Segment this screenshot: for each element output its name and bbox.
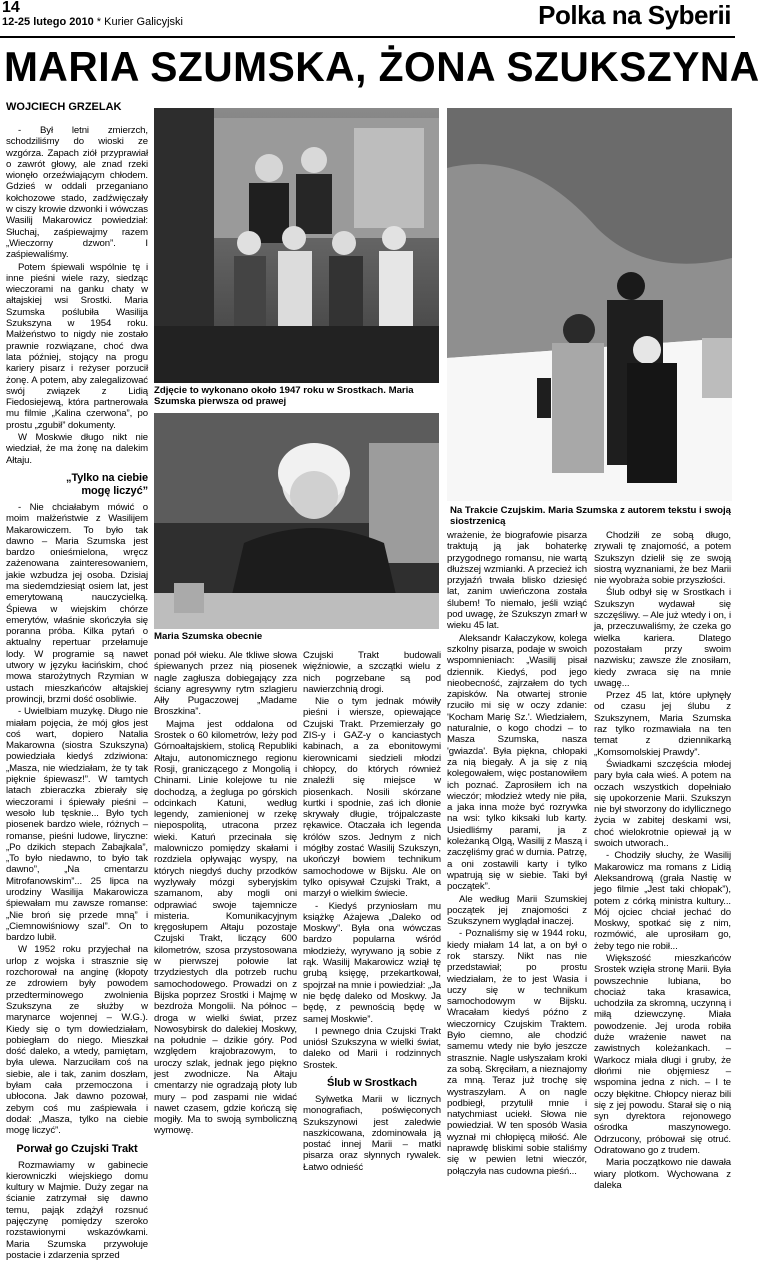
- newspaper-name: Kurier Galicyjski: [104, 16, 183, 28]
- paragraph: wrażenie, że biografowie pisarza traktują ją jak bohaterkę przygodnego romansu, nie wartą dłuższej wzmianki. A przecież ich przyjaźń trwała blisko dziesięć lat, zanim uwieńczona została ślubem! To niemało, jeśli wziąć pod uwagę, że Szukszyn zmarł w wieku 45 lat.: [447, 530, 587, 632]
- page-number: 14: [2, 0, 20, 16]
- subheading-czujski-trakt: Porwał go Czujski Trakt: [16, 1142, 138, 1155]
- paragraph: Ale według Marii Szumskiej początek jej znajomości z Szukszynem wyglądał inaczej.: [447, 893, 587, 928]
- section-title: Polka na Syberii: [538, 0, 731, 30]
- caption-chuysky-trakt: Na Trakcie Czujskim. Maria Szumska z autorem tekstu i swoją siostrzenicą: [450, 505, 731, 527]
- subheading-tylko-na-ciebie: „Tylko na ciebie mogę liczyć”: [66, 471, 148, 497]
- paragraph: - Kiedyś przyniosłam mu książkę Ażajewa „Daleko od Moskwy”. Była ona wówczas bardzo popularna wśród młodzieży, wyrywano ją sobie z rąk. Wasilij Makarowicz wziął tę grubą księgę, przekartkował, spojrzał na mnie i powiedział: „Ja nie będę daleko od Moskwy. Ja będę, z pewnością będę w samej Moskwie”.: [303, 900, 441, 1025]
- group-photo-image: [154, 108, 439, 383]
- paragraph: ponad pół wieku. Ale tkliwe słowa śpiewanych przez nią piosenek nagle zagłusza dobiegający zza ściany agresywny rytm szlagieru Ałły Pugaczowej „Madame Broszkina”.: [154, 650, 297, 718]
- issue-date: 12-25 lutego 2010: [2, 16, 94, 28]
- portrait-photo-image: [154, 413, 439, 629]
- paragraph: - Poznaliśmy się w 1944 roku, kiedy miałam 14 lat, a on był o rok starszy. Nikt nas nie przedstawiał; po prostu wiedziałam, że to jest Wasia i uczy się w technikum samochodowym w Bijsku. Wracałam kiedyś późno z wieczornicy Czujskim Traktem. Było ciemno, ale chodzić samemu wtedy nie było jeszcze strasznie. Nagle usłyszałam kroki za sobą. Skręciłam, a nieznajomy za mną. Teraz już trochę się wystraszyłam. A on nagle podbiegł, przytulił mnie i natychmiast uciekł. Słowa nie powiedział. W ten sposób Wasia wyznał mi chłopięcą miłość. Ale naprawdę bliskimi sobie staliśmy się w pewien letni wieczór, połączyła nas cudowna pieśń...: [447, 928, 587, 1177]
- article-column-5: [594, 530, 731, 1191]
- paragraph: Przez 45 lat, które upłynęły od czasu jej ślubu z Szukszynem, Maria Szumska raz tylko rozmawiała na ten temat z dziennikarką „Komsomolskiej Prawdy”.: [594, 690, 731, 758]
- photo-group-1947: [154, 108, 439, 383]
- photo-chuysky-trakt: [447, 108, 732, 501]
- date-separator: *: [93, 16, 105, 28]
- paragraph: Sylwetka Marii w licznych monografiach, poświęconych Szukszynowi jest zaledwie naszkicowana, zdominowała ją postać innej Marii – matki pisarza oraz słynnych rywalek. Łatwo odnieść: [303, 1093, 441, 1173]
- paragraph: Nie o tym jednak mówiły pieśni i wiersze, opiewające Czujski Trakt. Przemierzały go ZIS-y i GAZ-y o kanciastych kabinach, a za ebonitowymi kierownicami siedzieli młodzi chłopcy, do których również znaleźli się miejsce w piosenkach. Nosili skórzane kurtki i spodnie, zaś ich dłonie skrywały długie, trójpalczaste rękawice. Otaczała ich legenda królów szos. Jednym z nich mógłby zostać Wasilij Szukszyn, ukończył bowiem technikum samochodowe w Bijsku. Ale on tylko opisywał Czujski Trakt, a marzył o wielkim świecie.: [303, 696, 441, 900]
- article-author: WOJCIECH GRZELAK: [6, 101, 122, 113]
- paragraph: Maria początkowo nie dawała wiary plotkom. Wychowana z daleka: [594, 1157, 731, 1191]
- article-column-2: [154, 650, 297, 1137]
- article-column-1: [6, 125, 148, 1261]
- paragraph: - Nie chciałabym mówić o moim małżeństwie z Wasilijem Makarowiczem. To było tak dawno – Maria Szumska jest bardzo onieśmielona, wręcz zażenowana zainteresowaniem, jakie wzbudza jej osoba. Dzisiaj ma siedemdziesiąt osiem lat, jest emerytowaną nauczycielką. Śpiewa w wiejskim chórze emerytów, właśnie skończyła się poranna próba. Kilka pytań o aktualny repertuar przełamuje lody. W programie są nawet utwory w języku łacińskim, choć mowa starożytnych Rzymian w ustach mieszkańców ałtajskiej prowincji, brzmi dość osobliwie.: [6, 501, 148, 705]
- paragraph: Czujski Trakt budowali więźniowie, a szczątki wielu z nich pogrzebane są pod nawierzchnią drogi.: [303, 650, 441, 695]
- caption-maria-today: Maria Szumska obecnie: [154, 631, 263, 642]
- caption-photo-1947: Zdjęcie to wykonano około 1947 roku w Srostkach. Maria Szumska pierwsza od prawej: [154, 385, 414, 407]
- paragraph: - Uwielbiam muzykę. Długo nie miałam pojęcia, że mój głos jest coś wart, dopiero Natalia Makarowna (siostra Szukszyna) powiedziała kiedyś zdziwiona: „Masza, nie wiedziałam, że ty tak pięknie śpiewasz!”. W tamtych latach zbieraczka zbierały się wieczorami i śpiewały pieśni – wesoło lub tęsknie... Było tych piosenek bardzo wiele, różnych – romanse, pieśni ludowe, liryczne: „Po dzikich stepach Zabajkala”, „To było niedawno, to było tak dawno”, „Na cmentarzu Mitrofanowskim”... 25 lipca na urodziny Wasilija Makarowicza śpiewałam mu zawsze romanse: „Nie broń się przede mną” i „Ciemnowiśniowy szal”. On to bardzo lubił.: [6, 706, 148, 944]
- paragraph: Aleksandr Kałaczykow, kolega szkolny pisarza, podaje w swoich wspomnieniach: „Wasilij pisał dziennik. Kiedyś, pod jego nieobecność, zajrzałem do tych zapisków. Na otwartej stronie rzuciło mi się w oczy zdanie: 'Kocham Marię Sz.'. Wiedziałem, naturalnie, o kogo chodzi – to Masza Szumska, nasza 'gwiazda'. Była piękna, chłopaki za nią biegały. A ja się z nią kolegowałem, więc postanowiłem ich poznać. Zaprosiłem ich na wieczór; młodzież wtedy nie piła, a jaka inna może być rozrywka na wsi: tylko kiksaki lub karty. Usiedliśmy parami, ja z koleżanką Olgą, Wasilij z Maszą i zaczęliśmy grać w durnia. Patrzę, a oni zostawili karty i tylko wpatrują się w siebie. Taki był początek”.: [447, 632, 587, 893]
- paragraph: I pewnego dnia Czujski Trakt uniósł Szukszyna w wielki świat, daleko od Marii i rodzinnych Srostek.: [303, 1025, 441, 1071]
- issue-date-line: [2, 16, 183, 28]
- paragraph: - Był letni zmierzch, schodziliśmy do wioski ze wzgórza. Zapach ziół przyprawiał o zawrót głowy, ale znad rzeki wionęło orzeźwiającym chłodem. Gdzieś w oddali przeganiano kołchozowe stado, zadźwięczały w ciszy krowie dzwonki i wówczas Wasilij Makarowicz powiedział: Słuchaj, zaśpiewajmy razem „Wieczorny dzwon”. I zaśpiewaliśmy.: [6, 125, 148, 261]
- article-title: MARIA SZUMSKA, ŻONA SZUKSZYNA: [4, 43, 760, 90]
- page-header: [0, 0, 735, 36]
- paragraph: Ślub odbył się w Srostkach i Szukszyn wydawał się szczęśliwy. – Ale już wtedy i on, i ja, przeczuwaliśmy, że czeka go wielka kariera. Dlatego pozostałam przy swoim nazwisku; zawsze źle znosiłam, kiedy zwraca się na mnie uwagę...: [594, 587, 731, 689]
- paragraph: Większość mieszkańców Srostek wzięła stronę Marii. Była powszechnie lubiana, bo chociaż taka krasawica, uchodziła za skromną, uczynną i miłą dziewczynę. Miała powodzenie. Jej uroda robiła duże wrażenie nawet na zawistnych koleżankach. – Warkocz miała długi i gruby, że dłońmi nie objęmiesz – wspomina jedna z nich. – I te oczy błękitne. Chłopcy nieraz bili się z jej powodu. Starał się o nią syn dyrektora rejonowego ośrodka maszynowego. Odrzucony, próbował się otruć. Odratowano go z trudem.: [594, 952, 731, 1157]
- header-divider: [0, 36, 735, 38]
- paragraph: Majma jest oddalona od Srostek o 60 kilometrów, leży pod Górnoałtajskiem, stolicą Republiki Ałtaju, autonomicznego regionu Rosji, graniczącego z Mongolią i Chinami. Linie kolejowe tu nie dochodzą, a żegluga po górskich odcinkach Katuni, według legendy, zamienionej w rzekę niepospolitą, utracona przez wieki. Katuń przecinała się malowniczo pomiędzy skałami i rozdziela opływając wyspy, na których niegdyś duchy przodków wyzlywały mózgi syberyjskim szamanom, aby mogli oni odprawiać swoje tajemnicze misteria. Komunikacyjnym kręgosłupem Ałtaju pozostaje Czujski Trakt, liczący 600 kilometrów, szosa przystosowana w pierwszej połowie lat trzydziestych dla potrzeb ruchu samochodowego. Prowadzi on z Bijska poprzez Srostki i Majmę w bezdroża Mongolii. Na północ – droga w wielki świat, przez Nowosybirsk do dalekiej Moskwy, na południe – dzikie góry. Pod względem krajobrazowym, to uroczy szlak, jednak jego piękno jest zwodnicze. Na Ałtaju cmentarzy nie ogradzają płoty lub mury – pod zaspami nie widać nawet czasem, gdzie kończą się mogiły. Ma to swoją symboliczną wymowę.: [154, 718, 297, 1137]
- paragraph: Świadkami szczęścia młodej pary była cała wieś. A potem na oczach wszystkich dopełniało się upokorzenie Marii. Szukszyn nie był stworzony do idyllicznego życia w zabitej deskami wsi, choć wielokrotnie opiewał ją w swoich utworach..: [594, 758, 731, 850]
- photo-maria-today: [154, 413, 439, 629]
- subheading-slub: Ślub w Srostkach: [326, 1076, 418, 1089]
- paragraph: - Chodziły słuchy, że Wasilij Makarowicz ma romans z Lidią Aleksandrową (grała Nastię w jego filmie „Jest taki chłopak”), potem z córką ministra kultury... Mój ojciec chciał jechać do Moskwy, spotkać się z nim, rozmówić, ale uprosiłam go, żeby tego nie robił...: [594, 850, 731, 952]
- winter-photo-image: [447, 108, 732, 501]
- paragraph: Potem śpiewali wspólnie tę i inne pieśni wiele razy, siedząc wieczorami na ganku chaty w ałtajskiej wsi Srostki. Maria Szumska poślubiła Wasilija Szukszyna w 1954 roku. Małżeństwo to nigdy nie zostało prawnie rozwiązane, choć dwa lata później, stojący na progu kariery pisarz i reżyser porzucił żonę. A potem, aby zalegalizować swój związek z Lidią Fiedosiejewą, która partnerowała mu filmie „Kalina czerwona”, po prostu „zgubił” dokumenty.: [6, 261, 148, 431]
- article-column-3: [303, 650, 441, 1173]
- paragraph: W Moskwie długo nikt nie wiedział, że ma żonę na dalekim Ałtaju.: [6, 432, 148, 466]
- paragraph: W 1952 roku przyjechał na urlop z wojska i strasznie się rozchorował na anginę (kłopoty ze zdrowiem były powodem przedterminowego zwolnienia Szukszyna ze służby w marynarce wojennej – W.G.). Kiedy się o tym dowiedziałam, pobiegłam do niego. Mieszkał dość daleko, a wtedy, pamiętam, była ulewa. Narzuciłam coś na siebie, ale i tak, zanim doszłam, byłam cała przemoczona i ubłocona. Jak dawno pozował, zebym coś mu zaśpiewała i dodał: „Masza, tylko na ciebie mogę liczyć”.: [6, 944, 148, 1137]
- article-column-4: [447, 530, 587, 1177]
- paragraph: Rozmawiamy w gabinecie kierowniczki wiejskiego domu kultury w Majmie. Duży zegar na ścianie zatrzymał się dawno temu, pająk zdążył rozsnuć pajęczynę pomiędzy szeroko rozstawionymi wskazówkami. Maria Szumska przywołuje postacie i zdarzenia sprzed: [6, 1159, 148, 1261]
- paragraph: Chodziłi ze sobą długo, zrywali tę znajomość, a potem Szukszyn dzielił się ze swoją siostrą wyznaniami, że bez Marii nie wyobraża sobie przyszłości.: [594, 530, 731, 587]
